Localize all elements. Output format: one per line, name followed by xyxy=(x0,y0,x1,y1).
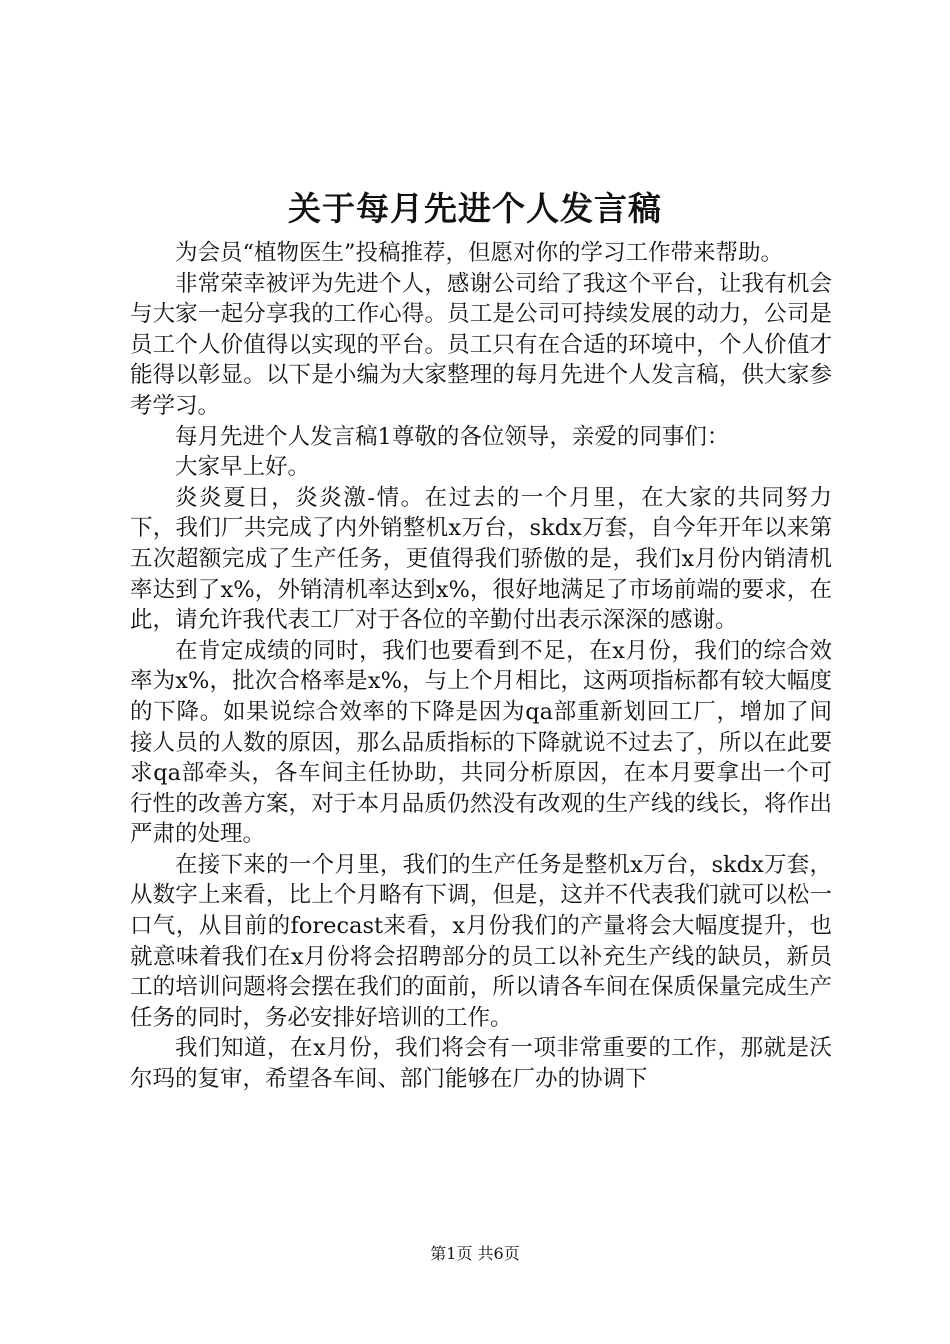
document-body xyxy=(130,238,832,1095)
document-title: 关于每月先进个人发言稿 xyxy=(288,189,662,228)
paragraph-next-month: 在接下来的一个月里，我们的生产任务是整机x万台，skdx万套，从数字上来看，比上个月略有下调，但是，这并不代表我们就可以松一口气，从目前的forecast来看，x月份我们的产量将会大幅度提升，也就意味着我们在x月份将会招聘部分的员工以补充生产线的缺员，新员工的培训问题将会摆在我们的面前，所以请各车间在保质保量完成生产任务的同时，务必安排好培训的工作。 xyxy=(130,851,832,1031)
paragraph-salutation: 每月先进个人发言稿1尊敬的各位领导，亲爱的同事们： xyxy=(175,423,730,450)
paragraph-honor: 非常荣幸被评为先进个人，感谢公司给了我这个平台，让我有机会与大家一起分享我的工作心得。员工是公司可持续发展的动力，公司是员工个人价值得以实现的平台。员工只有在合适的环境中，个人价值才能得以彰显。以下是小编为大家整理的每月先进个人发言稿，供大家参考学习。 xyxy=(130,270,832,419)
paragraph-shortcomings: 在肯定成绩的同时，我们也要看到不足，在x月份，我们的综合效率为x%，批次合格率是x%，与上个月相比，这两项指标都有较大幅度的下降。如果说综合效率的下降是因为qa部重新划回工厂，增加了间接人员的人数的原因，那么品质指标的下降就说不过去了，所以在此要求qa部牵头，各车间主任协助，共同分析原因，在本月要拿出一个可行性的改善方案，对于本月品质仍然没有改观的生产线的线长，将作出严肃的处理。 xyxy=(130,637,832,848)
paragraph-achievements: 炎炎夏日，炎炎激-情。在过去的一个月里，在大家的共同努力下，我们厂共完成了内外销整机x万台，skdx万套，自今年开年以来第五次超额完成了生产任务，更值得我们骄傲的是，我们x月份内销清机率达到了x%，外销清机率达到x%，很好地满足了市场前端的要求，在此，请允许我代表工厂对于各位的辛勤付出表示深深的感谢。 xyxy=(130,484,832,634)
paragraph-intro: 为会员“植物医生”投稿推荐，但愿对你的学习工作带来帮助。 xyxy=(175,240,784,266)
page-indicator: 第1页 共6页 xyxy=(430,1244,520,1263)
paragraph-greeting: 大家早上好。 xyxy=(175,454,311,481)
paragraph-walmart-audit: 我们知道，在x月份，我们将会有一项非常重要的工作，那就是沃尔玛的复审，希望各车间、部门能够在厂办的协调下 xyxy=(130,1035,832,1093)
